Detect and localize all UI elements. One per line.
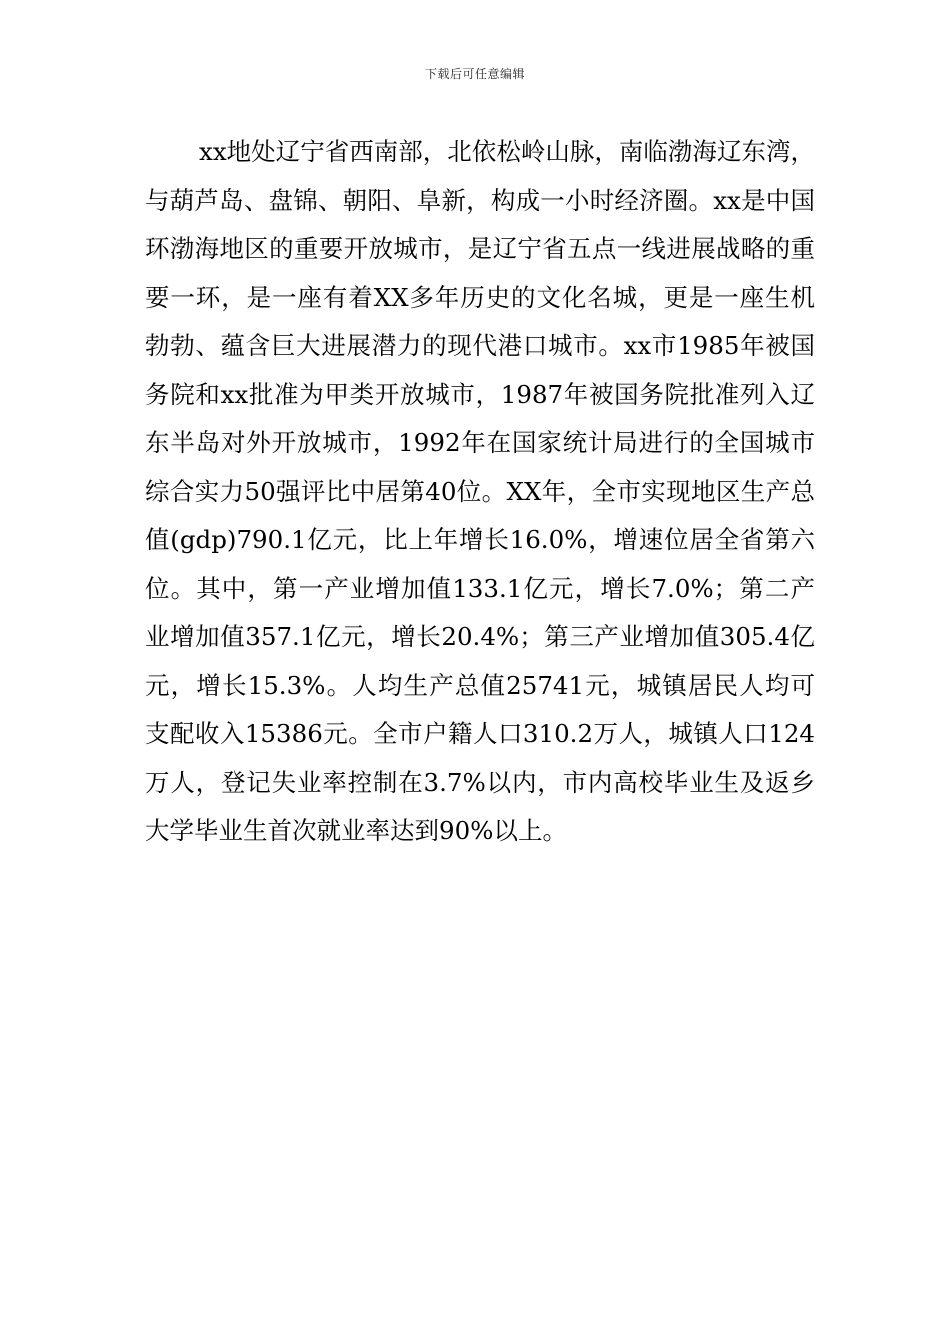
body-paragraph: xx地处辽宁省西南部，北依松岭山脉，南临渤海辽东湾，与葫芦岛、盘锦、朝阳、阜新，构成一小时经济圈。xx是中国环渤海地区的重要开放城市，是辽宁省五点一线进展战略的重要一环，是一座有着XX多年历史的文化名城，更是一座生机勃勃、蕴含巨大进展潜力的现代港口城市。xx市1985年被国务院和xx批准为甲类开放城市，1987年被国务院批准列入辽东半岛对外开放城市，1992年在国家统计局进行的全国城市综合实力50强评比中居第40位。XX年，全市实现地区生产总值(gdp)790.1亿元，比上年增长16.0%，增速位居全省第六位。其中，第一产业增加值133.1亿元，增长7.0%；第二产业增加值357.1亿元，增长20.4%；第三产业增加值305.4亿元，增长15.3%。人均生产总值25741元，城镇居民人均可支配收入15386元。全市户籍人口310.2万人，城镇人口124万人，登记失业率控制在3.7%以内，市内高校毕业生及返乡大学毕业生首次就业率达到90%以上。 bbox=[145, 137, 815, 845]
page-header-note: 下载后可任意编辑 bbox=[424, 67, 525, 81]
